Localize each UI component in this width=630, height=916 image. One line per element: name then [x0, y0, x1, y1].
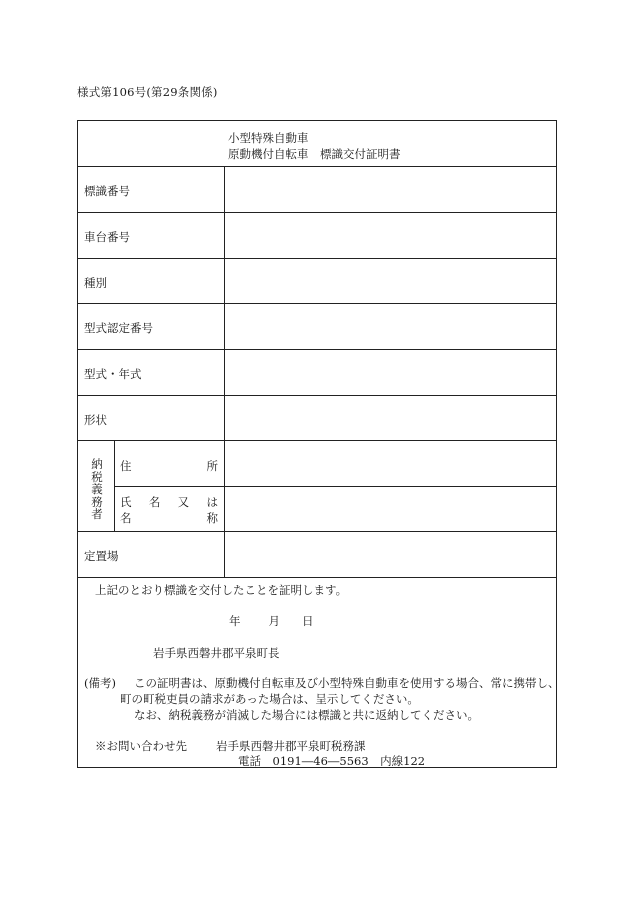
label-model-year: 型式・年式	[84, 367, 142, 381]
notes-head: (備考)	[84, 676, 116, 690]
taxpayer-section	[78, 441, 556, 532]
row-type	[78, 259, 556, 304]
issuer-name: 岩手県西磐井郡平泉町長	[153, 646, 280, 660]
taxpayer-group-label: 納税義務者	[91, 457, 103, 521]
contact-tel: 電話 0191―46―5563 内線122	[238, 754, 426, 768]
row-shape	[78, 396, 556, 441]
row-storage-place	[78, 532, 556, 578]
contact-org: 岩手県西磐井郡平泉町税務課	[216, 739, 366, 753]
certificate-frame	[77, 120, 560, 768]
label-address: 住 所	[120, 459, 218, 473]
certification-text: 上記のとおり標識を交付したことを証明します。	[95, 583, 348, 597]
row-chassis-number	[78, 213, 556, 259]
row-model-cert-number	[78, 304, 556, 350]
issue-date: 年 月 日	[229, 614, 314, 628]
notes-line-3: なお、納税義務が消滅した場合には標識と共に返納してください。	[134, 708, 479, 722]
label-chassis-number: 車台番号	[84, 230, 130, 244]
label-storage-place: 定置場	[84, 549, 119, 563]
label-plate-number: 標識番号	[84, 184, 130, 198]
title-line-1: 小型特殊自動車	[228, 131, 309, 145]
form-number: 様式第106号(第29条関係)	[77, 85, 218, 99]
title-block	[78, 121, 556, 167]
notes-line-1: この証明書は、原動機付自転車及び小型特殊自動車を使用する場合、常に携帯し、	[134, 676, 560, 690]
notes-line-2: 町の町税吏員の請求があった場合は、呈示してください。	[120, 692, 419, 706]
contact-head: ※お問い合わせ先	[95, 739, 187, 753]
row-model-year	[78, 350, 556, 396]
label-model-cert-number: 型式認定番号	[84, 321, 153, 335]
label-name: 氏 名 又 は 名 称	[120, 495, 218, 525]
label-type: 種別	[84, 276, 107, 290]
label-shape: 形状	[84, 413, 107, 427]
row-plate-number	[78, 167, 556, 213]
title-line-2: 原動機付自転車 標識交付証明書	[228, 147, 401, 161]
